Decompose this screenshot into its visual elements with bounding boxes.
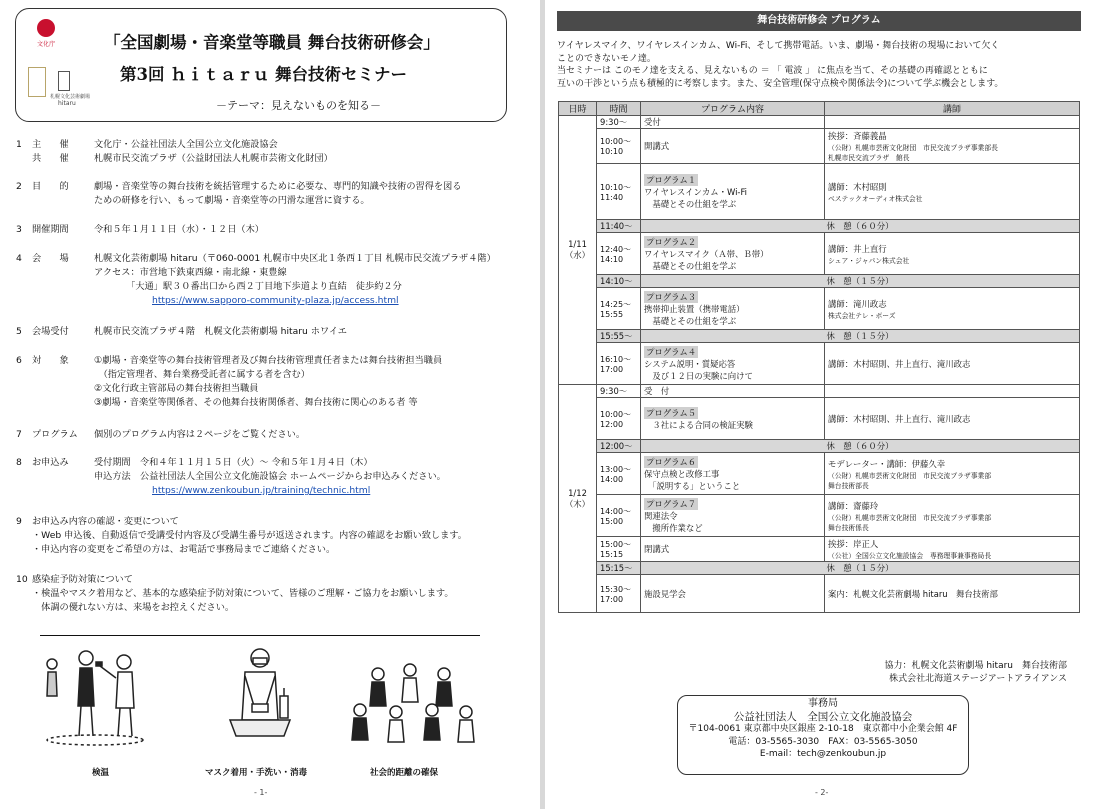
- cell-line: 9:30～: [600, 386, 628, 396]
- cell-line: 講師：齋藤玲: [828, 500, 879, 511]
- section-line: ①劇場・音楽堂等の舞台技術管理者及び舞台技術管理責任者または舞台技術担当職員: [94, 355, 443, 366]
- section-line: 個別のプログラム内容は２ページをご覧ください。: [94, 429, 306, 440]
- program-row: [559, 330, 1080, 343]
- program-row: [559, 343, 1080, 385]
- cell-line: 14:10: [600, 254, 624, 264]
- cell-line: 1/12: [568, 487, 587, 498]
- lecturer-cell: [825, 288, 1080, 330]
- bunkacho-logo: [26, 19, 66, 59]
- program-row: [559, 398, 1080, 440]
- bunkacho-mark-icon: [37, 19, 55, 37]
- section-number: 3: [16, 224, 22, 235]
- cell-line: 携帯抑止装置（携帯電話）: [644, 303, 745, 314]
- caption-temperature: 検温: [92, 768, 110, 778]
- program-row: [559, 562, 1080, 575]
- cooperation-line: 協力：札幌文化芸術劇場 hitaru 舞台技術部: [884, 661, 1067, 671]
- section-label: 会 場: [32, 253, 69, 264]
- cell-line: 案内：札幌文化芸術劇場 hitaru 舞台技術部: [828, 588, 998, 599]
- section-line: ・検温やマスク着用など、基本的な感染症予防対策について、皆様のご理解・ご協力をお願いします。: [32, 588, 454, 599]
- lecturer-cell: [825, 453, 1080, 495]
- section-number: 6: [16, 355, 22, 366]
- program-row: [559, 233, 1080, 275]
- content-cell: [641, 537, 825, 562]
- time-cell: [597, 495, 641, 537]
- section-line: 令和５年１月１１日（水）・１２日（木）: [94, 224, 264, 235]
- cell-line: 受 付: [644, 386, 670, 396]
- cell-line: 15:00: [600, 516, 624, 526]
- cell-line: 11:40: [600, 192, 624, 202]
- lecturer-cell: [825, 385, 1080, 398]
- cell-line: （木）: [564, 498, 591, 509]
- lecturer-cell: [825, 343, 1080, 385]
- date-cell: [559, 385, 597, 613]
- cell-line: 10:00～: [600, 409, 632, 419]
- section-value: [94, 252, 496, 308]
- program-row: [559, 116, 1080, 129]
- program-label: プログラム４: [646, 346, 697, 357]
- cell-line: 講師：井上直行: [828, 243, 887, 254]
- cell-line: ワイヤレスインカム・Wi-Fi: [644, 186, 747, 197]
- time-cell: [597, 343, 641, 385]
- content-cell: [641, 398, 825, 440]
- cell-line: 関連法令: [644, 510, 678, 521]
- section-number: 1: [16, 139, 22, 150]
- cell-line: 舞台技術係長: [828, 523, 869, 532]
- cell-line: 挨拶：岸正人: [828, 539, 879, 549]
- cell-line: 保守点検と改修工事: [644, 468, 720, 479]
- cell-line: 1/11: [568, 239, 587, 249]
- intro-line: 当セミナーは このモノ達を支える、見えないもの ＝ 「 電波 」 に焦点を当て、その基礎の再確認とともに: [557, 66, 988, 76]
- cell-line: 14:10～: [600, 276, 633, 286]
- section-value: [94, 138, 278, 152]
- cell-line: 講師：木村昭則、井上直行、滝川政志: [828, 413, 971, 424]
- page-divider: [540, 0, 545, 809]
- theme-subtitle: －テーマ：見えないものを知る－: [216, 99, 381, 112]
- cell-line: （水）: [564, 250, 591, 260]
- time-cell: [597, 440, 641, 453]
- caption-mask-handwash: マスク着用・手洗い・消毒: [205, 768, 308, 778]
- section-line: 札幌市民交流プラザ４階 札幌文化芸術劇場 hitaru ホワイエ: [94, 326, 347, 337]
- secretariat-title: 事務局: [808, 698, 838, 709]
- program-label: プログラム６: [646, 456, 697, 467]
- cell-line: 基礎とその仕組を学ぶ: [644, 198, 737, 209]
- intro-line: ワイヤレスマイク、ワイヤレスインカム、Wi-Fi、そして携帯電話。いま、劇場・舞台技術の現場において欠く: [557, 41, 1000, 51]
- program-row: [559, 385, 1080, 398]
- section-line: 札幌文化芸術劇場 hitaru（〒060-0001 札幌市中央区北１条西１丁目 札幌市民交流プラザ４階）: [94, 253, 496, 264]
- cell-line: （公財）札幌市芸術文化財団 市民交流プラザ事業部: [828, 471, 992, 480]
- cell-line: 10:10: [600, 147, 624, 156]
- section-link[interactable]: https://www.sapporo-community-plaza.jp/access.html: [152, 295, 399, 306]
- time-cell: [597, 330, 641, 343]
- time-cell: [597, 288, 641, 330]
- cell-line: （公財）札幌市芸術文化財団 市民交流プラザ事業部: [828, 513, 992, 522]
- hitaru-door-icon: [58, 71, 70, 91]
- program-label: プログラム１: [646, 174, 697, 185]
- program-row: [559, 495, 1080, 537]
- content-cell: [641, 116, 825, 129]
- handwash-icon: [230, 649, 290, 736]
- program-row: [559, 440, 1080, 453]
- section-line: ③劇場・音楽堂等関係者、その他舞台技術関係者、舞台技術に関心のある者 等: [94, 397, 418, 408]
- section-value: [94, 354, 442, 410]
- section-number: 9: [16, 516, 22, 527]
- section-line: 体調の優れない方は、来場をお控えください。: [32, 602, 235, 613]
- content-cell: [641, 129, 825, 164]
- cell-line: 基礎とその仕組を学ぶ: [644, 315, 737, 326]
- section-value: [94, 428, 305, 442]
- lecturer-cell: [825, 116, 1080, 129]
- section-label: 対 象: [32, 355, 69, 366]
- break-cell: 休 憩（６０分）: [641, 440, 1080, 453]
- cell-line: ベステックオーディオ株式会社: [828, 194, 923, 203]
- content-cell: [641, 343, 825, 385]
- main-title-line1: 「全国劇場・音楽堂等職員 舞台技術研修会」: [104, 33, 440, 52]
- program-row: [559, 129, 1080, 164]
- section-line: 申込方法 公益社団法人全国公立文化施設協会 ホームページからお申込みください。: [94, 471, 446, 482]
- cell-line: ３社による合同の検証実験: [644, 419, 753, 430]
- page-number-1: - 1-: [254, 788, 268, 797]
- section-label: プログラム: [32, 429, 78, 440]
- break-cell: 休 憩（６０分）: [641, 220, 1080, 233]
- main-title-line2: 第3回 ｈｉｔａｒｕ 舞台技術セミナー: [120, 65, 407, 84]
- section-number: 2: [16, 181, 22, 192]
- section-label: 会場受付: [32, 326, 69, 337]
- section-line: 札幌市民交流プラザ（公益財団法人札幌市芸術文化財団）: [94, 153, 333, 164]
- lecturer-cell: [825, 129, 1080, 164]
- program-row: [559, 453, 1080, 495]
- cooperation-line: 株式会社北海道ステージアートアライアンス: [889, 674, 1067, 684]
- section-line: ための研修を行い、もって劇場・音楽堂等の円滑な運営に資する。: [94, 195, 370, 206]
- page-number-2: - 2-: [815, 788, 829, 797]
- hitaru-logo-en: hitaru: [58, 100, 76, 107]
- social-distance-icon: [352, 664, 474, 742]
- cell-line: 「説明する」ということ: [644, 480, 741, 491]
- cell-line: 10:10～: [600, 182, 632, 192]
- cell-line: 講師：木村昭則: [828, 181, 887, 192]
- section-value: [94, 180, 462, 208]
- program-row: [559, 288, 1080, 330]
- time-cell: [597, 129, 641, 164]
- cell-line: 挨拶：斉藤義晶: [828, 131, 887, 141]
- time-cell: [597, 562, 641, 575]
- section-line: （指定管理者、舞台業務受託者に属する者を含む）: [94, 369, 310, 380]
- program-intro: [557, 40, 1077, 90]
- section-number: 4: [16, 253, 22, 264]
- cell-line: 9:30～: [600, 117, 628, 127]
- content-cell: [641, 495, 825, 537]
- time-cell: [597, 164, 641, 220]
- cell-line: 及び１２日の実験に向けて: [644, 370, 753, 381]
- content-cell: [641, 164, 825, 220]
- program-label: プログラム５: [646, 407, 697, 418]
- content-cell: [641, 288, 825, 330]
- section-line: 劇場・音楽堂等の舞台技術を統括管理するために必要な、専門的知識や技術の習得を図る: [94, 181, 462, 192]
- cell-line: 搬所作業など: [644, 522, 703, 533]
- secretariat-address: 〒104-0061 東京都中央区銀座 2-10-18 東京都中小企業会館 4F: [688, 724, 958, 734]
- cell-line: 15:15～: [600, 563, 633, 573]
- cell-line: 12:00～: [600, 441, 633, 451]
- cell-line: 15:55～: [600, 331, 633, 341]
- cell-line: 16:10～: [600, 354, 632, 364]
- lecturer-cell: [825, 164, 1080, 220]
- program-row: [559, 537, 1080, 562]
- section-title: お申込み内容の確認・変更について: [32, 516, 179, 527]
- cell-line: 閉講式: [644, 544, 670, 554]
- section-number: 8: [16, 457, 22, 468]
- col-header-content: プログラム内容: [641, 102, 825, 116]
- cell-line: 14:00～: [600, 506, 632, 516]
- temperature-check-icon: [47, 651, 143, 745]
- secretariat-email[interactable]: E-mail：tech@zenkoubun.jp: [759, 749, 887, 759]
- intro-line: ことのできないモノ達。: [557, 53, 656, 64]
- date-cell: [559, 116, 597, 385]
- content-cell: [641, 453, 825, 495]
- program-label: プログラム３: [646, 291, 697, 302]
- section-link[interactable]: https://www.zenkoubun.jp/training/technic.html: [152, 485, 371, 496]
- secretariat-box: [677, 695, 969, 775]
- cell-line: 札幌市民交流プラザ 館長: [828, 154, 910, 162]
- content-cell: [641, 575, 825, 613]
- illustration-svg: [40, 636, 480, 762]
- cell-line: 14:00: [600, 474, 624, 484]
- section-line: 「大通」駅３０番出口から西２丁目地下歩道より直結 徒歩約２分: [94, 281, 402, 292]
- cell-line: ワイヤレスマイク（Ａ帯、Ｂ帯）: [644, 248, 769, 259]
- lecturer-cell: [825, 537, 1080, 562]
- section-number: 7: [16, 429, 22, 440]
- cell-line: 14:25～: [600, 299, 632, 309]
- break-cell: 休 憩（１５分）: [641, 330, 1080, 343]
- program-table: [558, 101, 1080, 613]
- cell-line: 講師：木村昭則、井上直行、滝川政志: [828, 358, 971, 369]
- break-cell: 休 憩（１５分）: [641, 562, 1080, 575]
- break-cell: 休 憩（１５分）: [641, 275, 1080, 288]
- time-cell: [597, 398, 641, 440]
- section-value: [94, 325, 347, 339]
- cell-line: （公財）札幌市芸術文化財団 市民交流プラザ事業部長: [828, 144, 998, 152]
- col-header-lecturer: 講師: [825, 102, 1080, 116]
- cell-line: 施設見学会: [644, 588, 686, 599]
- cell-line: 17:00: [600, 364, 624, 374]
- time-cell: [597, 275, 641, 288]
- section-number: 10: [16, 574, 28, 585]
- content-cell: [641, 385, 825, 398]
- program-header: 舞台技術研修会 プログラム: [557, 11, 1081, 31]
- cell-line: シュア・ジャパン株式会社: [828, 256, 910, 265]
- section-line: ・申込内容の変更をご希望の方は、お電話で事務局までご連絡ください。: [32, 544, 336, 555]
- secretariat-phone: 電話：03-5565-3030 FAX：03-5565-3050: [728, 736, 918, 747]
- cell-line: 15:15: [600, 550, 624, 559]
- section-value: [94, 223, 264, 237]
- section-line: 受付期間 令和４年１１月１５日（火）～ 令和５年１月４日（木）: [94, 457, 373, 468]
- time-cell: [597, 233, 641, 275]
- cell-line: 10:00～: [600, 137, 632, 146]
- section-label: 主 催: [32, 139, 69, 150]
- cell-line: 開講式: [644, 141, 670, 151]
- hitaru-logo-jp: 札幌文化芸術劇場: [50, 94, 91, 100]
- cell-line: 基礎とその仕組を学ぶ: [644, 260, 737, 271]
- cell-line: 12:00: [600, 419, 624, 429]
- time-cell: [597, 385, 641, 398]
- hitaru-logo: [28, 67, 100, 113]
- cell-line: 13:00～: [600, 464, 632, 474]
- cell-line: 11:40～: [600, 221, 633, 231]
- time-cell: [597, 537, 641, 562]
- lecturer-cell: [825, 575, 1080, 613]
- page-1: [0, 0, 538, 809]
- section-line: 文化庁・公益社団法人全国公立文化施設協会: [94, 139, 278, 150]
- cell-line: 講師：滝川政志: [828, 298, 887, 309]
- section-label: 共 催: [32, 153, 69, 164]
- lecturer-cell: [825, 398, 1080, 440]
- cell-line: 15:55: [600, 309, 624, 319]
- section-line: ②文化行政主管部局の舞台技術担当職員: [94, 383, 259, 394]
- section-label: 開催期間: [32, 224, 69, 235]
- cell-line: 12:40～: [600, 244, 632, 254]
- intro-line: 互いの干渉という点も積極的に考察します。また、安全管理(保守点検や関係法令)について学ぶ機会とします。: [557, 78, 1004, 89]
- cell-line: 受付: [644, 117, 661, 127]
- title-box: [15, 8, 507, 122]
- lecturer-cell: [825, 495, 1080, 537]
- lecturer-cell: [825, 233, 1080, 275]
- section-line: アクセス：市営地下鉄東西線・南北線・東豊線: [94, 267, 287, 278]
- section-label: お申込み: [32, 457, 69, 468]
- program-label: プログラム２: [646, 236, 697, 247]
- content-cell: [641, 233, 825, 275]
- cell-line: 15:30～: [600, 584, 632, 594]
- program-label: プログラム７: [646, 498, 697, 509]
- section-value: [94, 152, 333, 166]
- time-cell: [597, 453, 641, 495]
- program-row: [559, 220, 1080, 233]
- program-row: [559, 275, 1080, 288]
- section-number: 5: [16, 326, 22, 337]
- time-cell: [597, 575, 641, 613]
- cell-line: 株式会社テレ・ボーズ: [828, 311, 896, 320]
- time-cell: [597, 116, 641, 129]
- cell-line: 舞台技術部長: [828, 481, 869, 490]
- cell-line: 15:00～: [600, 540, 632, 549]
- col-header-time: 時間: [597, 102, 641, 116]
- section-value: [94, 456, 446, 498]
- section-label: 目 的: [32, 181, 69, 192]
- hitaru-mark-icon: [28, 67, 46, 97]
- program-row: [559, 575, 1080, 613]
- time-cell: [597, 220, 641, 233]
- section-title: 感染症予防対策について: [32, 574, 133, 585]
- bunkacho-logo-text: 文化庁: [36, 41, 55, 48]
- cell-line: （公社）全国公立文化施設協会 専務理事兼事務局長: [828, 552, 992, 560]
- section-line: ・Web 申込後、自動返信で受講受付内容及び受講生番号が返送されます。内容の確認をお願い致します。: [32, 530, 467, 541]
- infection-prevention-illustrations: [40, 635, 480, 778]
- cell-line: システム説明・質疑応答: [644, 358, 736, 369]
- col-header-date: 日時: [559, 102, 597, 116]
- program-row: [559, 164, 1080, 220]
- page-2: [547, 0, 1093, 809]
- cell-line: モデレーター・講師：伊藤久幸: [828, 458, 946, 469]
- secretariat-name: 公益社団法人 全国公立文化施設協会: [733, 710, 913, 723]
- cell-line: 17:00: [600, 594, 624, 604]
- cooperation-credits: [777, 660, 1067, 686]
- caption-social-distance: 社会的距離の確保: [370, 768, 439, 778]
